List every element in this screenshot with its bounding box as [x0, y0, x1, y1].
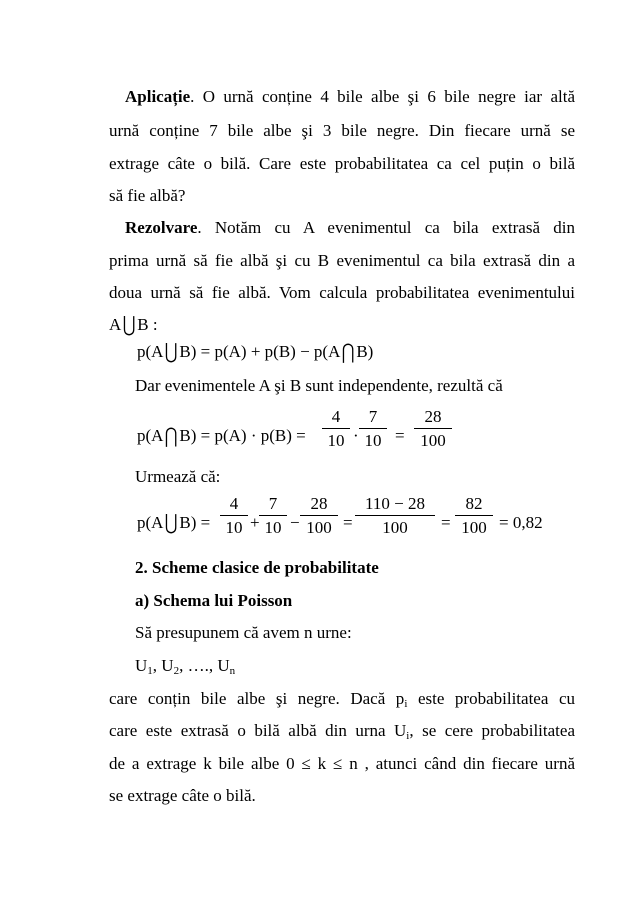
union-symbol: ⋃ [165, 510, 178, 535]
text-fragment: . Notăm cu A evenimentul ca bila extrasă din [197, 218, 575, 237]
dot-operator: · [353, 426, 359, 445]
fraction: 82 100 [455, 494, 493, 538]
text-line: care conțin bile albe şi negre. Dacă $p_i$ este probabilitatea cu [109, 689, 576, 710]
fraction: 28 100 [300, 494, 338, 538]
text-line: urnă conține 7 bile albe şi 3 bile negre. Din fiecare urnă se [109, 121, 575, 140]
fraction: 110 − 28 100 [355, 494, 435, 538]
text-fragment: A [109, 315, 122, 334]
text-line: de a extrage k bile albe 0 ≤ k ≤ n , atunci când din fiecare urnă [109, 754, 575, 773]
eq-fragment: B) = [179, 513, 211, 532]
text-line: doua urnă să fie albă. Vom calcula probabilitatea evenimentului [109, 283, 575, 302]
text-line: care este extrasă o bilă albă din urna $U_i$, se cere probabilitatea [109, 721, 575, 742]
heading-text: 2. Scheme clasice de probabilitate [135, 558, 379, 577]
fraction: 28 100 [414, 407, 452, 451]
text-line: se extrage câte o bilă. [109, 786, 256, 805]
eq-lhs [137, 510, 211, 535]
text-line [125, 86, 575, 108]
union-symbol: ⋃ [165, 339, 178, 364]
text-line: Urmează că: [135, 467, 221, 486]
eq-fragment: p(A [137, 513, 164, 532]
result-value: = 0,82 [499, 513, 543, 532]
label-rezolvare: Rezolvare [125, 218, 198, 237]
text-fragment: . O urnă conține 4 bile albe şi 6 bile negre iar altă [190, 87, 575, 106]
equals-sign: = [343, 513, 353, 532]
text-line [109, 314, 575, 336]
eq-fragment: p(A [137, 342, 164, 361]
label-aplicatie: Aplicație [125, 87, 191, 106]
text-line [125, 217, 575, 239]
intersection-symbol: ⋂ [342, 339, 355, 364]
eq-fragment: B) = p(A) + p(B) − p(A [179, 342, 341, 361]
equals-sign: = [441, 513, 451, 532]
section-heading [135, 557, 601, 579]
text-line: extrage câte o bilă. Care este probabilitatea ca cel puțin o bilă [109, 154, 575, 173]
eq-fragment: B) [356, 342, 374, 361]
equation-union [137, 339, 374, 364]
intersection-symbol: ⋂ [165, 423, 178, 448]
urn-list: $U_1$, $U_2$, …., $U_n$ [135, 656, 236, 677]
subsection-heading [135, 590, 601, 612]
text-line: să fie albă? [109, 186, 186, 205]
fraction: 7 10 [359, 407, 387, 451]
minus-sign: − [290, 513, 300, 532]
fraction: 7 10 [259, 494, 287, 538]
equals-sign: = [395, 426, 405, 445]
text-line: Dar evenimentele A şi B sunt independente, rezultă că [135, 376, 503, 395]
eq-fragment: p(A [137, 426, 164, 445]
fraction: 4 10 [322, 407, 350, 451]
plus-sign: + [250, 513, 260, 532]
text-line: prima urnă să fie albă şi cu B evenimentul ca bila extrasă din a [109, 251, 575, 270]
heading-text: a) Schema lui Poisson [135, 591, 293, 610]
union-symbol: ⋃ [122, 312, 136, 337]
text-fragment: B : [137, 315, 158, 334]
eq-fragment: B) = p(A) · p(B) = [179, 426, 306, 445]
fraction: 4 10 [220, 494, 248, 538]
eq-lhs [137, 423, 306, 448]
text-line: Să presupunem că avem n urne: [135, 623, 352, 642]
